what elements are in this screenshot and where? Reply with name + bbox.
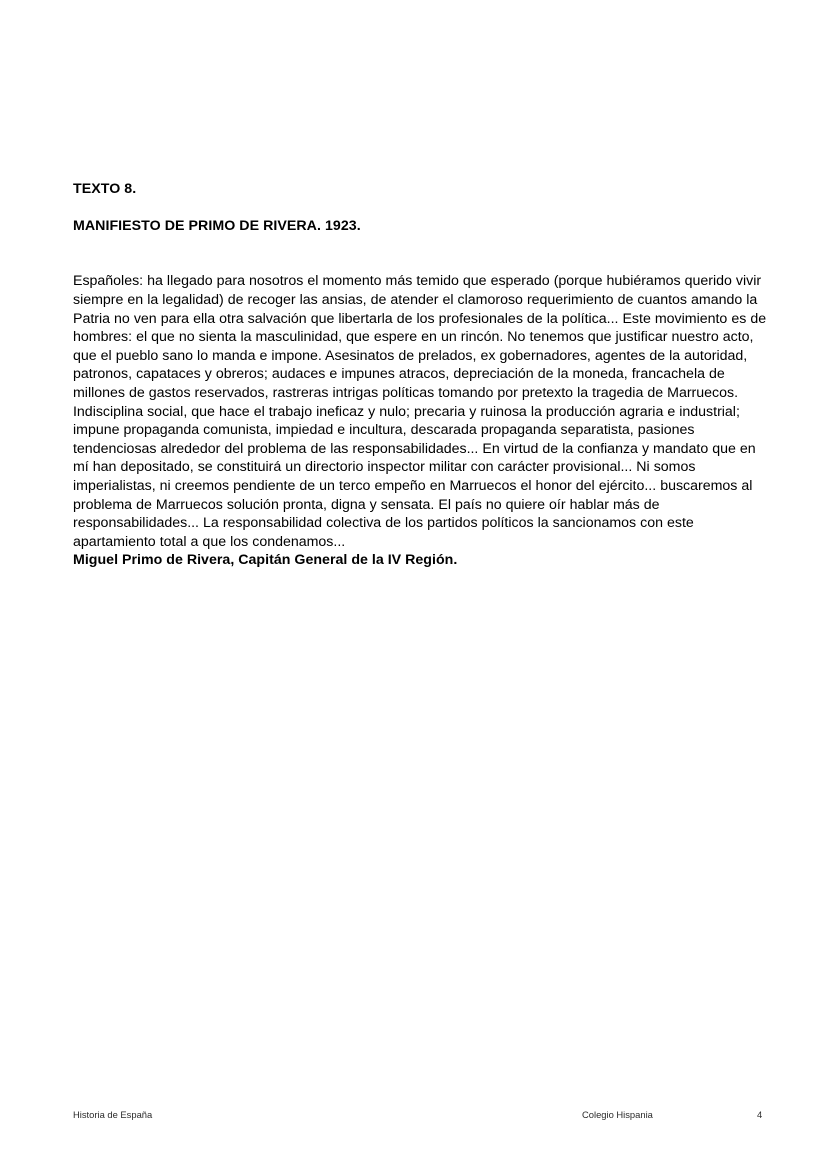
manifesto-attribution: Miguel Primo de Rivera, Capitán General de la IV Región. bbox=[73, 552, 458, 569]
text-heading bbox=[73, 161, 769, 254]
footer-page-number: 4 bbox=[757, 1109, 763, 1120]
heading-body-spacer bbox=[73, 254, 769, 273]
heading-line-2: MANIFIESTO DE PRIMO DE RIVERA. 1923. bbox=[73, 217, 361, 234]
footer-institution: Colegio Hispania bbox=[582, 1109, 653, 1120]
page-footer bbox=[73, 1108, 768, 1122]
heading-line-1: TEXTO 8. bbox=[73, 180, 137, 197]
document-content bbox=[73, 161, 769, 570]
footer-subject: Historia de España bbox=[73, 1109, 153, 1120]
manifesto-body-text: Españoles: ha llegado para nosotros el momento más temido que esperado (porque hubiéramos querido vivir siempre en la legalidad) de recoger las ansias, de atender el clamoroso requerimiento de cuantos amando la Patria no ven para ella otra salvación que libertarla de los profesionales de la política... Este movimiento es de hombres: el que no sienta la masculinidad, que espere en un rincón. No tenemos que justificar nuestro acto, que el pueblo sano lo manda e impone. Asesinatos de prelados, ex gobernadores, agentes de la autoridad, patronos, capataces y obreros; audaces e impunes atracos, depreciación de la moneda, francachela de millones de gastos reservados, rastreras intrigas políticas tomando por pretexto la tragedia de Marruecos. Indisciplina social, que hace el trabajo ineficaz y nulo; precaria y ruinosa la producción agraria e industrial; impune propaganda comunista, impiedad e incultura, descarada propaganda separatista, pasiones tendenciosas alrededor del problema de las responsabilidades... En virtud de la confianza y mandato que en mí han depositado, se constituirá un directorio inspector militar con carácter provisional... Ni somos imperialistas, ni creemos pendiente de un terco empeño en Marruecos el honor del ejército... buscaremos al problema de Marruecos solución pronta, digna y sensata. El país no quiere oír hablar más de responsabilidades... La responsabilidad colectiva de los partidos políticos la sancionamos con este apartamiento total a que los condenamos... bbox=[73, 273, 767, 550]
